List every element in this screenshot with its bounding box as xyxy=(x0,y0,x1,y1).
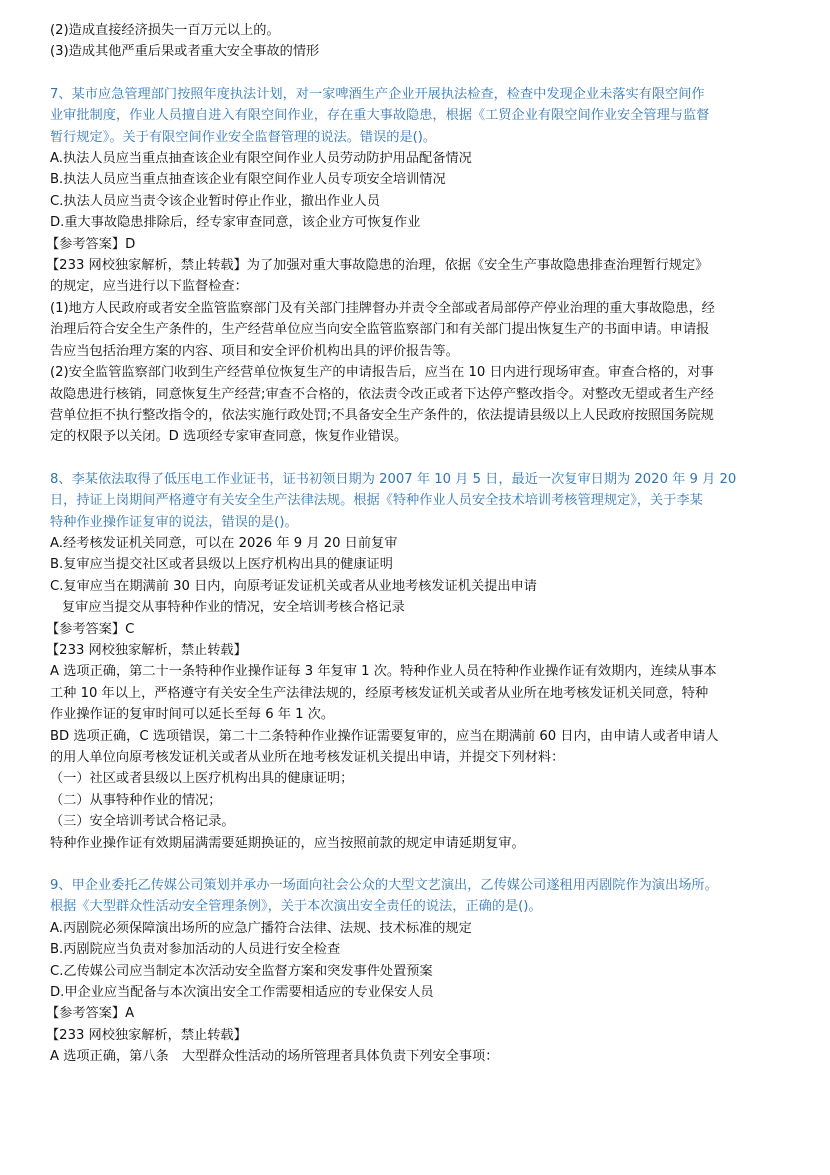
question-9 xyxy=(46,875,792,1068)
option-d: 复审应当提交从事特种作业的情况，安全培训考核合格记录 xyxy=(62,600,405,616)
options-list xyxy=(50,148,792,234)
option-a: A.执法人员应当重点抽查该企业有限空间作业人员劳动防护用品配备情况 xyxy=(50,151,472,167)
analysis-line: (1)地方人民政府或者安全监管监察部门及有关部门挂牌督办并责令全部或者局部停产停业治理的重大事故隐患，经 xyxy=(50,300,715,316)
question-stem xyxy=(50,469,792,533)
reference-answer: 【参考答案】C xyxy=(46,621,135,637)
stem-line: 业审批制度，作业人员擅自进入有限空间作业，存在重大事故隐患，根据《工贸企业有限空间作业安全管理与监督 xyxy=(50,108,710,124)
analysis xyxy=(46,1025,792,1068)
option-b: B.丙剧院应当负责对参加活动的人员进行安全检查 xyxy=(50,942,341,958)
stem-line: 7、某市应急管理部门按照年度执法计划，对一家啤酒生产企业开展执法检查，检查中发现企业未落实有限空间作 xyxy=(50,86,705,102)
analysis-line: （二）从事特种作业的情况； xyxy=(50,792,222,808)
reference-answer: 【参考答案】D xyxy=(46,236,136,252)
options-list xyxy=(50,918,792,1004)
option-c: C.执法人员应当责令该企业暂时停止作业，撤出作业人员 xyxy=(50,193,380,209)
option-c: C.复审应当在期满前 30 日内，向原考证发证机关或者从业地考核发证机关提出申请 xyxy=(50,578,537,594)
analysis-line: 工种 10 年以上，严格遵守有关安全生产法律法规的，经原考核发证机关或者从业所在地考核发证机关同意，特种 xyxy=(50,685,709,701)
analysis-line: 【233 网校独家解析，禁止转载】 xyxy=(46,1027,247,1043)
question-stem xyxy=(50,84,792,148)
analysis-line: 作业操作证的复审时间可以延长至每 6 年 1 次。 xyxy=(50,707,335,723)
option-d: D.甲企业应当配备与本次演出安全工作需要相适应的专业保安人员 xyxy=(50,985,434,1001)
analysis-line: A 选项正确，第八条 大型群众性活动的场所管理者具体负责下列安全事项： xyxy=(50,1049,499,1065)
stem-line: 日，持证上岗期间严格遵守有关安全生产法律法规。根据《特种作业人员安全技术培训考核管理规定》，关于李某 xyxy=(50,493,703,509)
reference-answer: 【参考答案】A xyxy=(46,1006,135,1022)
option-a: A.丙剧院必须保障演出场所的应急广播符合法律、法规、技术标准的规定 xyxy=(50,920,472,936)
option-c: C.乙传媒公司应当制定本次活动安全监督方案和突发事件处置预案 xyxy=(50,963,433,979)
stem-line: 根据《大型群众性活动安全管理条例》，关于本次演出安全责任的说法，正确的是()。 xyxy=(50,899,542,915)
stem-line: 9、甲企业委托乙传媒公司策划并承办一场面向社会公众的大型文艺演出，乙传媒公司遂租用丙剧院作为演出场所。 xyxy=(50,878,718,894)
stem-line: 特种作业操作证复审的说法，错误的是()。 xyxy=(50,514,298,530)
option-d: D.重大事故隐患排除后，经专家审查同意，该企业方可恢复作业 xyxy=(50,215,421,231)
intro-list xyxy=(50,20,792,63)
question-8 xyxy=(46,469,792,854)
analysis xyxy=(46,255,792,448)
stem-line: 8、李某依法取得了低压电工作业证书，证书初领日期为 2007 年 10 月 5 日，最近一次复审日期为 2020 年 9 月 20 xyxy=(50,471,737,487)
question-stem xyxy=(50,875,792,918)
analysis-line: 故隐患进行核销，同意恢复生产经营;审查不合格的，依法责令改正或者下达停产整改指令。对整改无望或者生产经 xyxy=(50,386,714,402)
options-list xyxy=(50,533,792,619)
intro-item: (2)造成直接经济损失一百万元以上的。 xyxy=(50,23,280,38)
analysis-line: 【233 网校独家解析，禁止转载】 xyxy=(46,642,247,658)
analysis-line: 的用人单位向原考核发证机关或者从业所在地考核发证机关提出申请，并提交下列材料： xyxy=(50,750,565,765)
intro-item: (3)造成其他严重后果或者重大安全事故的情形 xyxy=(50,44,320,60)
analysis-line: 【233 网校独家解析，禁止转载】为了加强对重大事故隐患的治理，依据《安全生产事故隐患排查治理暂行规定》 xyxy=(46,258,709,274)
option-a: A.经考核发证机关同意，可以在 2026 年 9 月 20 日前复审 xyxy=(50,535,398,551)
analysis xyxy=(46,640,792,854)
analysis-line: BD 选项正确，C 选项错误，第二十二条特种作业操作证需要复审的，应当在期满前 60 日内，由申请人或者申请人 xyxy=(50,728,719,744)
question-7 xyxy=(46,84,792,448)
analysis-line: (2)安全监管监察部门收到生产经营单位恢复生产的申请报告后，应当在 10 日内进行现场审查。审查合格的，对事 xyxy=(50,365,714,381)
option-b: B.复审应当提交社区或者县级以上医疗机构出具的健康证明 xyxy=(50,557,393,573)
option-b: B.执法人员应当重点抽查该企业有限空间作业人员专项安全培训情况 xyxy=(50,172,446,188)
stem-line: 暂行规定》。关于有限空间作业安全监督管理的说法。错误的是()。 xyxy=(50,129,437,145)
analysis-line: 告应当包括治理方案的内容、项目和安全评价机构出具的评价报告等。 xyxy=(50,343,459,359)
analysis-line: A 选项正确，第二十一条特种作业操作证每 3 年复审 1 次。特种作业人员在特种作业操作证有效期内，连续从事本 xyxy=(50,664,717,680)
analysis-line: 营单位拒不执行整改指令的，依法实施行政处罚;不具备安全生产条件的，依法提请县级以上人民政府按照国务院规 xyxy=(50,407,714,423)
analysis-line: （一）社区或者县级以上医疗机构出具的健康证明； xyxy=(50,771,354,787)
analysis-line: 治理后符合安全生产条件的，生产经营单位应当向安全监管监察部门和有关部门提出恢复生产的书面申请。申请报 xyxy=(50,322,710,338)
analysis-line: 特种作业操作证有效期届满需要延期换证的，应当按照前款的规定申请延期复审。 xyxy=(50,835,525,851)
analysis-line: 定的权限予以关闭。D 选项经专家审查同意，恢复作业错误。 xyxy=(50,429,408,445)
analysis-line: （三）安全培训考试合格记录。 xyxy=(50,814,235,830)
analysis-line: 的规定，应当进行以下监督检查： xyxy=(50,279,248,295)
